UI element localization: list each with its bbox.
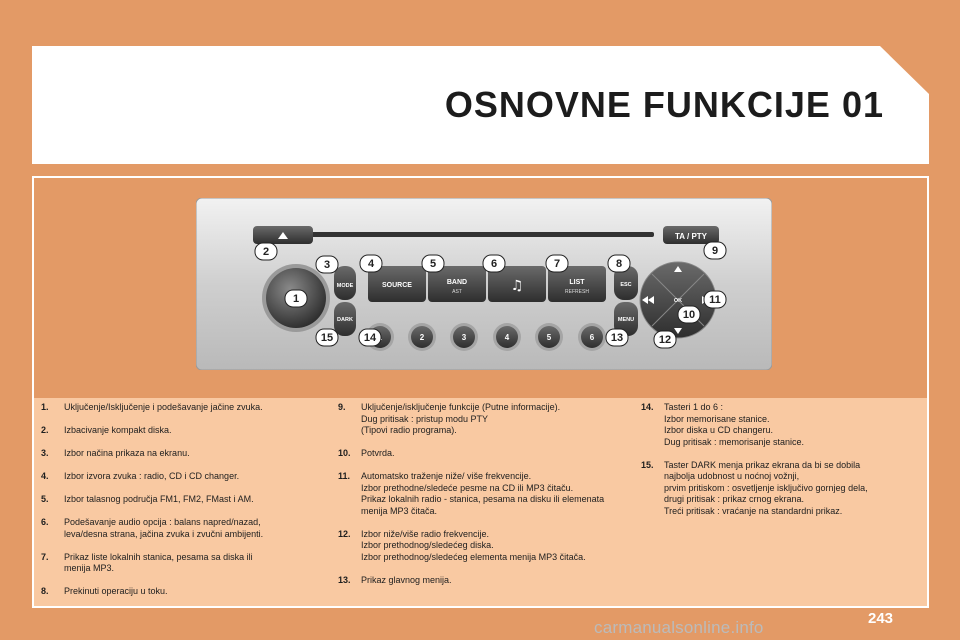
- ok-label: OK: [673, 298, 683, 304]
- callout-14-label: 14: [363, 332, 377, 344]
- band-sublabel: AST: [452, 289, 462, 295]
- legend-item: [338, 575, 618, 587]
- item-text: Izbor načina prikaza na ekranu.: [64, 448, 190, 458]
- ta-pty-label: TA / PTY: [675, 232, 707, 241]
- callout-4-label: 4: [367, 258, 375, 270]
- menu-label: MENU: [617, 317, 635, 323]
- item-text: Automatsko traženje niže/ više frekvencije. Izbor prethodne/sledeće pesme na CD ili MP3 čitaču. Prikaz lokalnih radio - stanica, pesama na disku ili elemenata menija MP3 čitača.: [361, 471, 605, 516]
- item-number: 8.: [41, 586, 49, 596]
- item-number: 13.: [338, 574, 351, 585]
- callout-5-label: 5: [429, 258, 437, 270]
- item-text: Prikaz liste lokalnih stanica, pesama sa diska ili menija MP3.: [64, 551, 253, 573]
- esc-label: ESC: [620, 282, 632, 288]
- dark-label: DARK: [337, 317, 353, 323]
- callout-14: [359, 329, 381, 346]
- item-text: Tasteri 1 do 6 : Izbor memorisane stanice. Izbor diska u CD changeru. Dug pritisak : memorisanje stanice.: [664, 402, 805, 447]
- callout-2-label: 2: [262, 246, 270, 258]
- legend-column-2: [338, 402, 618, 598]
- legend-item: [338, 471, 618, 517]
- preset-label: 2: [419, 333, 425, 342]
- legend-item: [41, 552, 316, 575]
- item-text: Izbacivanje kompakt diska.: [64, 425, 172, 435]
- legend-item: [338, 529, 618, 564]
- ta-pty-button[interactable]: [663, 226, 719, 244]
- item-number: 11.: [338, 471, 351, 481]
- item-text: Prikaz glavnog menija.: [361, 574, 452, 585]
- callout-2: [255, 243, 277, 260]
- page-title: OSNOVNE FUNKCIJE 01: [444, 84, 884, 125]
- item-number: 9.: [338, 402, 346, 412]
- callout-6: [483, 255, 505, 272]
- item-number: 5.: [41, 494, 49, 504]
- item-number: 4.: [41, 471, 49, 481]
- legend-item: [641, 402, 901, 448]
- watermark-text: carmanualsonline.info: [594, 618, 764, 637]
- callout-9-label: 9: [711, 245, 719, 257]
- dark-button[interactable]: [334, 302, 356, 336]
- callout-15-label: 15: [320, 332, 334, 344]
- legend-item: [41, 471, 316, 483]
- preset-label: 4: [504, 333, 510, 342]
- radio-illustration: [196, 198, 772, 370]
- item-number: 15.: [641, 459, 654, 470]
- callout-1-label: 1: [292, 293, 300, 305]
- callout-15: [316, 329, 338, 346]
- callout-7: [546, 255, 568, 272]
- callout-4: [360, 255, 382, 272]
- item-number: 14.: [641, 402, 654, 412]
- item-number: 3.: [41, 448, 49, 458]
- callout-10: [678, 306, 700, 323]
- mode-button[interactable]: [334, 266, 356, 300]
- list-label: LIST: [569, 279, 585, 286]
- callout-10-label: 10: [682, 309, 696, 321]
- legend-item: [41, 425, 316, 437]
- item-number: 6.: [41, 517, 49, 527]
- source-label: SOURCE: [382, 282, 412, 289]
- item-number: 2.: [41, 425, 49, 435]
- preset-label: 6: [589, 333, 595, 342]
- band-label: BAND: [446, 279, 468, 286]
- callout-3: [316, 256, 338, 273]
- item-text: Taster DARK menja prikaz ekrana da bi se dobila najbolja udobnost u noćnoj vožnji, prvim pritiskom : osvetljenje isključivo gornjeg dela, drugi pritisak : prikaz crnog ekrana. Treći pritisak : vraćanje na standardni prikaz.: [664, 459, 868, 516]
- callout-13-label: 13: [610, 332, 624, 344]
- legend-item: [338, 402, 618, 437]
- callout-8-label: 8: [615, 258, 623, 270]
- legend-item: [41, 517, 316, 540]
- legend-item: [641, 460, 901, 518]
- callout-8: [608, 255, 630, 272]
- music-note-icon: ♫: [510, 278, 524, 294]
- item-number: 7.: [41, 551, 49, 562]
- cd-slot: [304, 232, 654, 237]
- list-sublabel: REFRESH: [565, 289, 589, 295]
- item-text: Izbor niže/više radio frekvencije. Izbor prethodnog/sledećeg diska. Izbor prethodnog/sledećeg elementa menija MP3 čitača.: [361, 528, 586, 562]
- legend-item: [41, 402, 316, 414]
- item-text: Uključenje/Isključenje i podešavanje jačine zvuka.: [64, 402, 263, 412]
- callout-7-label: 7: [553, 258, 561, 270]
- callout-13: [606, 329, 628, 346]
- callout-12-label: 12: [658, 334, 672, 346]
- legend-column-1: [41, 402, 316, 609]
- eject-button[interactable]: [253, 226, 313, 244]
- item-text: Izbor izvora zvuka : radio, CD i CD changer.: [64, 471, 240, 481]
- preset-label: 5: [546, 333, 552, 342]
- item-number: 10.: [338, 448, 351, 458]
- callout-1: [285, 290, 307, 307]
- callout-3-label: 3: [323, 259, 331, 271]
- item-text: Izbor talasnog područja FM1, FM2, FMast i AM.: [64, 494, 254, 504]
- mode-label: MODE: [336, 283, 354, 289]
- callout-6-label: 6: [490, 258, 498, 270]
- page-number: 243: [868, 610, 894, 627]
- item-number: 12.: [338, 528, 351, 539]
- legend-column-3: [641, 402, 901, 529]
- legend-item: [41, 494, 316, 506]
- callout-5: [422, 255, 444, 272]
- item-text: Podešavanje audio opcija : balans napred/nazad, leva/desna strana, jačina zvuka i zvučni ambijenti.: [64, 517, 264, 539]
- legend-item: [338, 448, 618, 460]
- callout-11-label: 11: [709, 294, 721, 306]
- callout-11: [704, 291, 726, 308]
- item-number: 1.: [41, 402, 49, 412]
- legend-item: [41, 586, 316, 598]
- item-text: Uključenje/isključenje funkcije (Putne informacije). Dug pritisak : pristup modu PTY (Tipovi radio programa).: [361, 402, 561, 435]
- item-text: Prekinuti operaciju u toku.: [64, 586, 168, 596]
- legend-item: [41, 448, 316, 460]
- callout-12: [654, 331, 676, 348]
- item-text: Potvrda.: [361, 448, 395, 458]
- preset-label: 3: [461, 333, 467, 342]
- callout-9: [704, 242, 726, 259]
